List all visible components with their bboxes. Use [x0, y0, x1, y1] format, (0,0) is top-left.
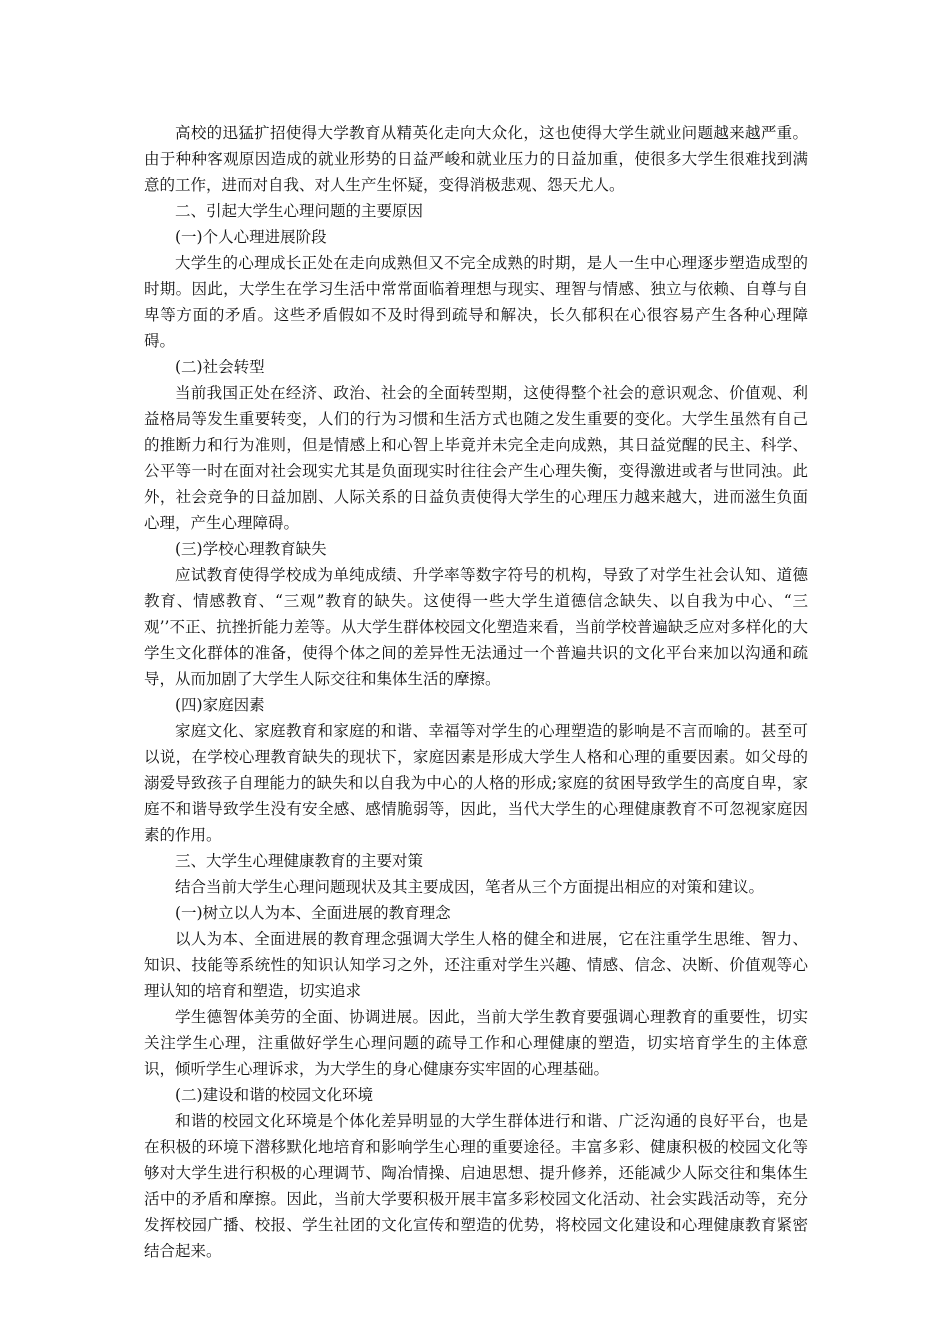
paragraph-all-round-development: 学生德智体美劳的全面、协调进展。因此，当前大学生教育要强调心理教育的重要性，切实关注学生心理，注重做好学生心理问题的疏导工作和心理健康的塑造，切实培育学生的主体意识，倾听学生心理诉求，为大学生的身心健康夯实牢固的心理基础。 [144, 1008, 808, 1078]
subheading-social-transition: (二)社会转型 [175, 358, 265, 376]
paragraph-school-education: 应试教育使得学校成为单纯成绩、升学率等数字符号的机构，导致了对学生社会认知、道德教育、情感教育、“三观”教育的缺失。这使得一些大学生道德信念缺失、以自我为中心、“三观’’不正、抗挫折能力差等。从大学生群体校园文化塑造来看，当前学校普遍缺乏应对多样化的大学生文化群体的准备，使得个体之间的差异性无法通过一个普遍共识的文化平台来加以沟通和疏导，从而加剧了大学生人际交往和集体生活的摩擦。 [144, 566, 808, 688]
paragraph-countermeasures-intro: 结合当前大学生心理问题现状及其主要成因，笔者从三个方面提出相应的对策和建议。 [175, 878, 765, 896]
subheading-family-factors: (四)家庭因素 [175, 696, 265, 714]
section-heading-countermeasures: 三、大学生心理健康教育的主要对策 [175, 852, 424, 870]
paragraph-personal-development: 大学生的心理成长正处在走向成熟但又不完全成熟的时期，是人一生中心理逐步塑造成型的时期。因此，大学生在学习生活中常常面临着理想与现实、理智与情感、独立与依赖、自尊与自卑等方面的矛盾。这些矛盾假如不及时得到疏导和解决，长久郁积在心很容易产生各种心理障碍。 [144, 254, 808, 350]
paragraph-family-factors: 家庭文化、家庭教育和家庭的和谐、幸福等对学生的心理塑造的影响是不言而喻的。甚至可以说，在学校心理教育缺失的现状下，家庭因素是形成大学生人格和心理的重要因素。如父母的溺爱导致孩子自理能力的缺失和以自我为中心的人格的形成;家庭的贫困导致学生的高度自卑，家庭不和谐导致学生没有安全感、感情脆弱等，因此，当代大学生的心理健康教育不可忽视家庭因素的作用。 [144, 722, 808, 844]
paragraph-social-transition: 当前我国正处在经济、政治、社会的全面转型期，这使得整个社会的意识观念、价值观、利益格局等发生重要转变，人们的行为习惯和生活方式也随之发生重要的变化。大学生虽然有自己的推断力和行为准则，但是情感上和心智上毕竟并未完全走向成熟，其日益觉醒的民主、科学、公平等一时在面对社会现实尤其是负面现实时往往会产生心理失衡，变得激进或者与世同浊。此外，社会竞争的日益加剧、人际关系的日益负责使得大学生的心理压力越来越大，进而滋生负面心理，产生心理障碍。 [144, 384, 808, 532]
subheading-people-oriented: (一)树立以人为本、全面进展的教育理念 [175, 904, 451, 922]
paragraph-people-oriented: 以人为本、全面进展的教育理念强调大学生人格的健全和进展，它在注重学生思维、智力、知识、技能等系统性的知识认知学习之外，还注重对学生兴趣、情感、信念、决断、价值观等心理认知的培育和塑造，切实追求 [144, 930, 808, 1000]
subheading-school-education: (三)学校心理教育缺失 [175, 540, 327, 558]
subheading-campus-culture: (二)建设和谐的校园文化环境 [175, 1086, 374, 1104]
subheading-personal-development: (一)个人心理进展阶段 [175, 228, 327, 246]
document-page [144, 120, 808, 1264]
paragraph-campus-culture: 和谐的校园文化环境是个体化差异明显的大学生群体进行和谐、广泛沟通的良好平台，也是在积极的环境下潜移默化地培育和影响学生心理的重要途径。丰富多彩、健康积极的校园文化等够对大学生进行积极的心理调节、陶冶情操、启迪思想、提升修养，还能减少人际交往和集体生活中的矛盾和摩擦。因此，当前大学要积极开展丰富多彩校园文化活动、社会实践活动等，充分发挥校园广播、校报、学生社团的文化宣传和塑造的优势，将校园文化建设和心理健康教育紧密结合起来。 [144, 1112, 808, 1260]
paragraph-employment-pressure: 高校的迅猛扩招使得大学教育从精英化走向大众化，这也使得大学生就业问题越来越严重。由于种种客观原因造成的就业形势的日益严峻和就业压力的日益加重，使很多大学生很难找到满意的工作，进而对自我、对人生产生怀疑，变得消极悲观、怨天尤人。 [144, 124, 808, 194]
section-heading-causes: 二、引起大学生心理问题的主要原因 [175, 202, 424, 220]
